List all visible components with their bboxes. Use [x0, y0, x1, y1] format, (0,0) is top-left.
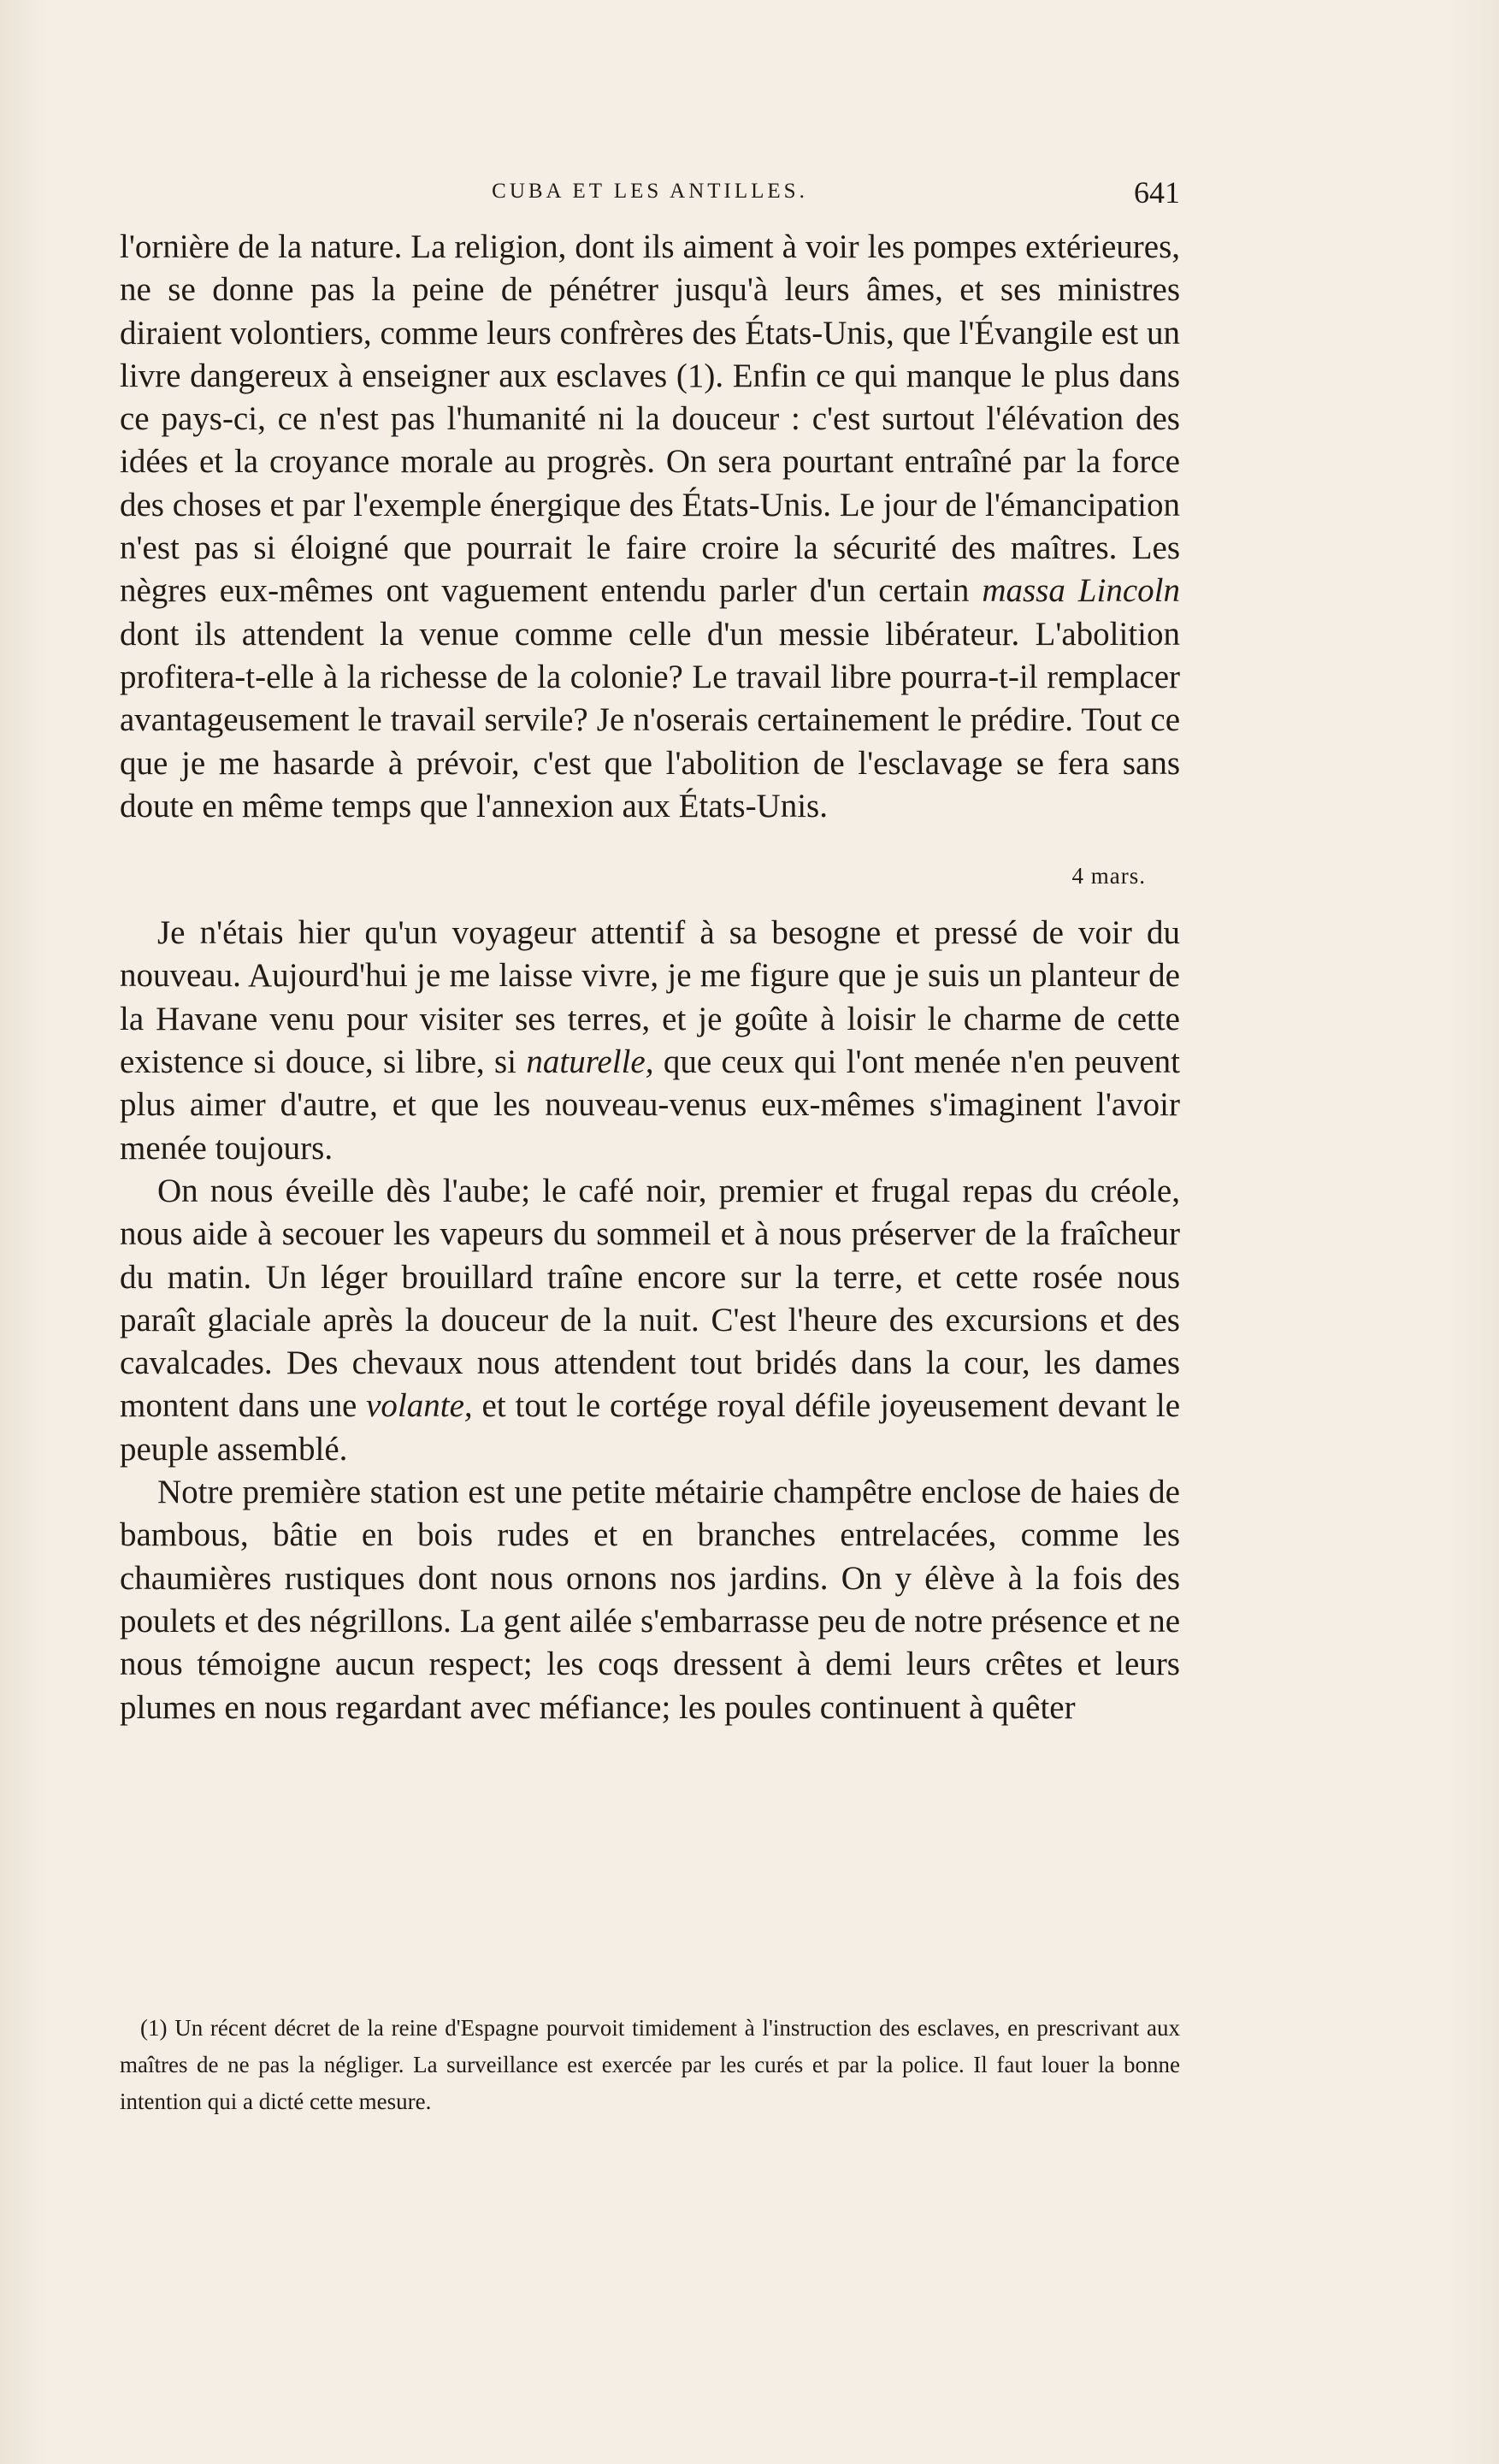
- text-run: l'ornière de la nature. La religion, dont ils aiment à voir les pompes extérieures, ne se donne pas la peine de pénétrer jusqu'à leurs âmes, et ses ministres diraient volontiers, comme leurs confrères des États-Unis, que l'Évangile est un livre dangereux à enseigner aux esclaves (1). Enfin ce qui manque le plus dans ce pays-ci, ce n'est pas l'humanité ni la douceur : c'est surtout l'élévation des idées et la croyance morale au progrès. On sera pourtant entraîné par la force des choses et par l'exemple énergique des États-Unis. Le jour de l'émancipation n'est pas si éloigné que pourrait le faire croire la sécurité des maîtres. Les nègres eux-mêmes ont vaguement entendu parler d'un certain: [120, 228, 1180, 610]
- main-text: [120, 226, 1180, 1729]
- dateline: 4 mars.: [1071, 863, 1146, 889]
- italic-run: naturelle,: [526, 1043, 654, 1081]
- footnotes: [120, 2010, 1180, 2120]
- paragraph: [120, 1170, 1180, 1471]
- page-number: 641: [1134, 175, 1180, 210]
- text-run: que ceux qui l'ont menée n'en peuvent plus aimer d'autre, et que les nouveau-venus eux-mêmes s'imaginent l'avoir menée toujours.: [120, 1043, 1180, 1167]
- text-run: dont ils attendent la venue comme celle d'un messie libérateur. L'abolition profitera-t-elle à la richesse de la colonie? Le travail libre pourra-t-il remplacer avantageusement le travail servile? Je n'oserais certainement le prédire. Tout ce que je me hasarde à prévoir, c'est que l'abolition de l'esclavage se fera sans doute en même temps que l'annexion aux États-Unis.: [120, 615, 1180, 824]
- italic-run: massa Lincoln: [982, 572, 1180, 610]
- page-header: [120, 175, 1180, 214]
- paragraph-continuation: [120, 226, 1180, 828]
- paragraph: Notre première station est une petite métairie champêtre enclose de haies de bambous, bâtie en bois rudes et en branches entrelacées, comme les chaumières rustiques dont nous ornons nos jardins. On y élève à la fois des poulets et des négrillons. La gent ailée s'embarrasse peu de notre présence et ne nous témoigne aucun respect; les coqs dressent à demi leurs crêtes et leurs plumes en nous regardant avec méfiance; les poules continuent à quêter: [120, 1474, 1180, 1726]
- italic-run: volante,: [366, 1387, 473, 1425]
- text-run: et tout le cortége royal défile joyeusement devant le peuple assemblé.: [120, 1387, 1181, 1468]
- paragraph: [120, 912, 1180, 1170]
- footnote: (1) Un récent décret de la reine d'Espagne pourvoit timidement à l'instruction des esclaves, en prescrivant aux maîtres de ne pas la négliger. La surveillance est exercée par les curés et par la police. Il faut louer la bonne intention qui a dicté cette mesure.: [120, 2015, 1180, 2114]
- running-head: CUBA ET LES ANTILLES.: [492, 180, 808, 203]
- text-run: Je n'étais hier qu'un voyageur attentif à sa besogne et pressé de voir du nouveau. Aujourd'hui je me laisse vivre, je me figure que je suis un planteur de la Havane venu pour visiter ses terres, et je goûte à loisir le charme de cette existence si douce, si libre, si: [120, 914, 1180, 1081]
- text-run: On nous éveille dès l'aube; le café noir, premier et frugal repas du créole, nous aide à secouer les vapeurs du sommeil et à nous préserver de la fraîcheur du matin. Un léger brouillard traîne encore sur la terre, et cette rosée nous paraît glaciale après la douceur de la nuit. C'est l'heure des excursions et des cavalcades. Des chevaux nous attendent tout bridés dans la cour, les dames montent dans une: [120, 1172, 1180, 1425]
